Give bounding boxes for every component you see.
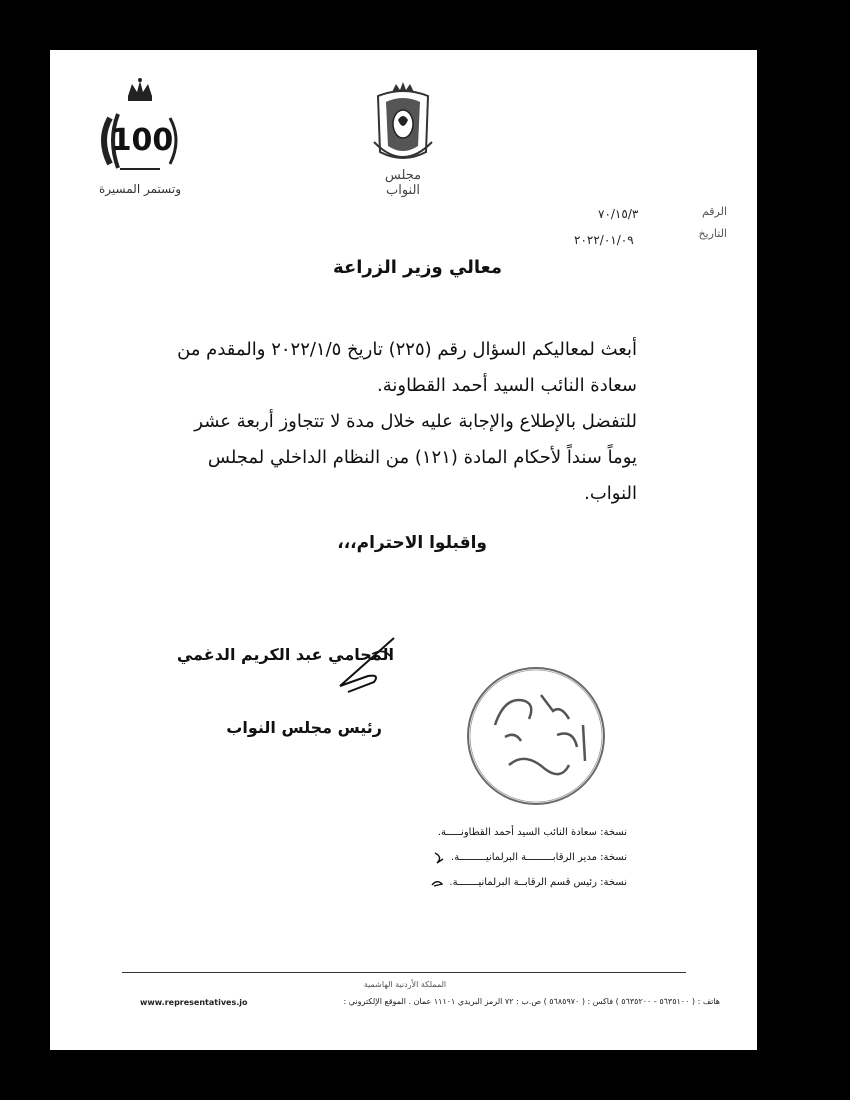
official-stamp bbox=[465, 665, 607, 807]
centenary-logo bbox=[90, 78, 190, 203]
closing-line: واقبلوا الاحترام،،، bbox=[337, 533, 487, 553]
date-label: التاريخ bbox=[698, 227, 727, 240]
signer-title: رئيس مجلس النواب bbox=[226, 718, 382, 737]
coat-of-arms bbox=[368, 82, 438, 198]
reference-label: الرقم bbox=[701, 205, 727, 218]
footer-website[interactable]: www.representatives.jo bbox=[140, 998, 248, 1007]
coat-of-arms-icon bbox=[368, 82, 438, 166]
copy-item: نسخة: سعادة النائب السيد أحمد القطاونـــــة. bbox=[437, 827, 627, 838]
emblem-caption: مجلس النواب bbox=[384, 168, 422, 198]
centenary-crown-icon bbox=[90, 78, 190, 182]
copy-item: نسخة: رئيس قسم الرقابــة البرلمانيـــــــة. bbox=[431, 870, 627, 895]
recipient-heading: معالي وزير الزراعة bbox=[333, 257, 502, 278]
letter-page bbox=[50, 50, 757, 1050]
copy-item: نسخة: مدير الرقابـــــــــة البرلمانيـــــــــة. bbox=[431, 845, 627, 870]
footer-divider bbox=[122, 972, 686, 973]
footer-contact: هاتف : ( ٥٦٣٥١٠٠ - ٥٦٣٥٢٠٠ ) فاكس : ( ٥٦٨٥٩٧٠ ) ص.ب : ٧٢ الرمز البريدي ١١١٠١ عمان . الموقع الإلكتروني : bbox=[343, 997, 720, 1006]
date-value: ٢٠٢٢/٠١/٠٩ bbox=[574, 233, 634, 247]
letter-body bbox=[137, 332, 637, 512]
reference-value: ٧٠/١٥/٣ bbox=[598, 207, 639, 221]
body-line: أبعث لمعاليكم السؤال رقم (٢٢٥) تاريخ ٢٠٢٢/١/٥ والمقدم من bbox=[177, 339, 637, 360]
centenary-number: 100 bbox=[110, 123, 174, 158]
body-line: يوماً سنداً لأحكام المادة (١٢١) من النظام الداخلي لمجلس bbox=[207, 447, 637, 468]
initial-mark-icon bbox=[431, 878, 443, 888]
initial-mark-icon bbox=[433, 851, 445, 865]
footer-kingdom: المملكة الأردنية الهاشمية bbox=[363, 980, 447, 989]
body-line: سعادة النائب السيد أحمد القطاونة. bbox=[377, 375, 637, 396]
centenary-motto: وتستمر المسيرة bbox=[99, 182, 181, 196]
copies-list bbox=[431, 820, 627, 895]
body-line: للتفضل بالإطلاع والإجابة عليه خلال مدة لا تتجاوز أربعة عشر bbox=[194, 411, 637, 432]
body-line: النواب. bbox=[584, 483, 637, 504]
signer-name: المحامي عبد الكريم الدغمي bbox=[176, 645, 394, 664]
